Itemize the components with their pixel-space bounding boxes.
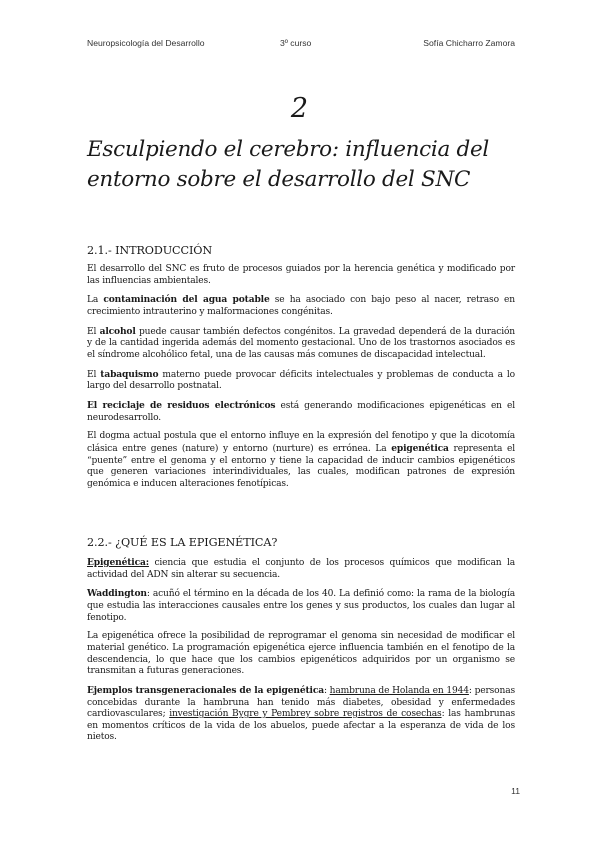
- body-text-epigenetica: [87, 557, 515, 751]
- page-number: 11: [511, 786, 520, 796]
- paragraph: El desarrollo del SNC es fruto de procesos guiados por la herencia genética y modificado por las influencias ambientales.: [87, 264, 515, 286]
- header-course-name: Neuropsicología del Desarrollo: [87, 38, 205, 48]
- underlined-example: investigación Bygre y Pembrey sobre registros de cosechas: [169, 709, 442, 720]
- paragraph: Ejemplos transgeneracionales de la epigenética: hambruna de Holanda en 1944: personas concebidas durante la hambruna han tenido más diabetes, obesidad y enfermedades cardiovasculares; investigación Bygre y Pembrey sobre registros de cosechas: las hambrunas en momentos críticos de la vida de los abuelos, puede afectar a la esperanza de vida de los nietos.: [87, 684, 516, 743]
- bold-term: epigenética: [391, 443, 449, 455]
- bold-term: Ejemplos transgeneracionales de la epigenética: [87, 684, 324, 696]
- paragraph: Epigenética: ciencia que estudia el conjunto de los procesos químicos que modifican la actividad del ADN sin alterar su secuencia.: [87, 557, 515, 580]
- bold-term: Epigenética:: [87, 557, 149, 568]
- bold-term: tabaquismo: [100, 368, 159, 380]
- paragraph: El tabaquismo materno puede provocar déficits intelectuales y problemas de conducta a lo largo del desarrollo postnatal.: [87, 368, 515, 392]
- page-header: [87, 38, 515, 50]
- section-heading-epigenetica: 2.2.- ¿QUÉ ES LA EPIGENÉTICA?: [87, 536, 278, 549]
- bold-term: contaminación del agua potable: [103, 294, 270, 306]
- paragraph: El dogma actual postula que el entorno influye en la expresión del fenotipo y que la dicotomía clásica entre genes (nature) y entorno (nurture) es errónea. La epigenética representa el “puente” entre el genoma y el entorno y tiene la capacidad de inducir cambios epigenéticos que generen variaciones interindividuales, las cuales, modifican patrones de expresión genómica e inducen alteraciones fenotípicas.: [87, 431, 515, 489]
- chapter-title: Esculpiendo el cerebro: influencia del entorno sobre el desarrollo del SNC: [87, 137, 490, 192]
- chapter-number: 2: [290, 93, 309, 124]
- paragraph: El reciclaje de residuos electrónicos está generando modificaciones epigenéticas en el neurodesarrollo.: [87, 400, 515, 423]
- bold-term: alcohol: [99, 325, 136, 337]
- body-text: [87, 264, 515, 498]
- paragraph: La contaminación del agua potable se ha asociado con bajo peso al nacer, retraso en crecimiento intrauterino y malformaciones congénitas.: [87, 294, 515, 317]
- paragraph: La epigenética ofrece la posibilidad de reprogramar el genoma sin necesidad de modificar el material genético. La programación epigenética ejerce influencia también en el fenotipo de la descendencia, lo que hace que los cambios epigenéticos adquiridos por un organismo se transmitan a futuras generaciones.: [87, 631, 515, 677]
- underlined-example: hambruna de Holanda en 1944: [329, 685, 469, 696]
- bold-term: Waddington: [87, 588, 147, 600]
- paragraph: El alcohol puede causar también defectos congénitos. La gravedad dependerá de la duración y de la cantidad ingerida además del momento gestacional. Uno de los trastornos asociados es el síndrome alcohólico fetal, una de las causas más comunes de discapacidad intelectual.: [87, 325, 515, 360]
- section-heading-introduccion: 2.1.- INTRODUCCIÓN: [87, 244, 213, 257]
- header-course-year: 3º curso: [280, 38, 312, 48]
- header-author: Sofía Chicharro Zamora: [423, 38, 515, 48]
- paragraph: Waddington: acuñó el término en la década de los 40. La definió como: la rama de la biología que estudia las interacciones causales entre los genes y sus productos, los cuales dan lugar al fenotipo.: [87, 588, 515, 623]
- bold-term: El reciclaje de residuos electrónicos: [87, 400, 276, 412]
